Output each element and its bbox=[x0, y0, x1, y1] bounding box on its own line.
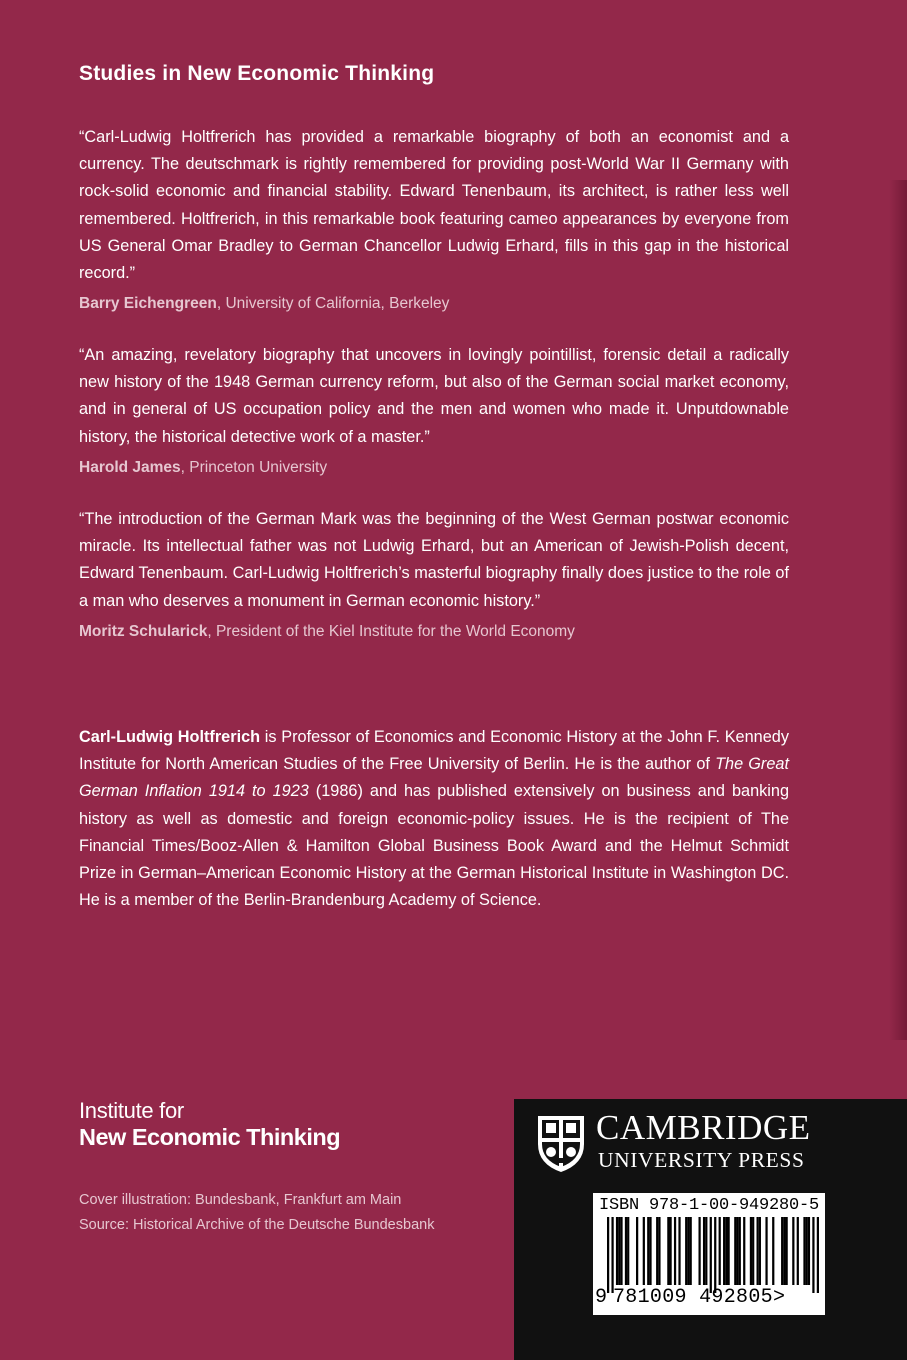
barcode-bar bbox=[685, 1217, 687, 1285]
barcode-bar bbox=[757, 1217, 759, 1285]
isbn-barcode bbox=[593, 1193, 825, 1315]
publisher-press: UNIVERSITY PRESS bbox=[598, 1148, 805, 1172]
spine-shadow bbox=[889, 180, 907, 1040]
barcode-bar bbox=[765, 1217, 767, 1285]
barcode-bar bbox=[649, 1217, 651, 1285]
barcode-bar bbox=[698, 1217, 700, 1285]
series-title: Studies in New Economic Thinking bbox=[79, 62, 435, 85]
bio-author-name: Carl-Ludwig Holtfrerich bbox=[79, 728, 261, 746]
ean-digits bbox=[593, 1285, 825, 1311]
bio-text-a: is Professor of Economics and Economic History at the John F. Kennedy Institute for North American Studies of the Free University of Berlin. He is the author of bbox=[79, 728, 789, 774]
endorsement-quote: “Carl-Ludwig Holtfrerich has provided a remarkable biography of both an economist and a currency. The deutschmark is rightly remembered for providing post-World War II Germany with rock-solid economic and financial stability. Edward Tenenbaum, its architect, is rather less well remembered. Holtfrerich, in this remarkable book featuring cameo appearances by everyone from US General Omar Bradley to German Chancellor Ludwig Erhard, fills in this gap in the historical record.” bbox=[79, 128, 789, 283]
endorser-name: Harold James bbox=[79, 458, 181, 476]
barcode-bar bbox=[627, 1217, 629, 1285]
endorser-affiliation: , President of the Kiel Institute for the World Economy bbox=[207, 622, 575, 640]
barcode-bar bbox=[616, 1217, 618, 1285]
cover-credits bbox=[79, 1188, 434, 1238]
ean-first-digit: 9 bbox=[595, 1286, 608, 1309]
barcode-bar bbox=[705, 1217, 707, 1285]
barcode-bar bbox=[620, 1217, 622, 1285]
barcode-bar bbox=[690, 1217, 692, 1285]
endorser-name: Barry Eichengreen bbox=[79, 295, 217, 313]
barcode-bar bbox=[611, 1217, 613, 1293]
barcode-bar bbox=[797, 1217, 799, 1285]
barcode-bar bbox=[674, 1217, 676, 1285]
publisher-panel bbox=[514, 1099, 907, 1360]
endorsement-quote: “An amazing, revelatory biography that uncovers in lovingly pointillist, forensic detail a radically new history of the 1948 German currency reform, but also of the German social market economy, and in general of US occupation policy and the men and women who made it. Unputdownable history, the historical detective work of a master.” bbox=[79, 346, 789, 446]
barcode-bar bbox=[808, 1217, 810, 1285]
ean-remaining-digits: 781009 492805> bbox=[613, 1286, 786, 1309]
endorsement-3 bbox=[79, 506, 789, 643]
barcode-bar bbox=[643, 1217, 645, 1285]
endorser-affiliation: , Princeton University bbox=[180, 458, 328, 476]
barcode-bar bbox=[725, 1217, 727, 1285]
barcode-bar bbox=[772, 1217, 774, 1285]
barcode-bar bbox=[752, 1217, 754, 1285]
barcode-bar bbox=[736, 1217, 738, 1285]
barcode-bar bbox=[723, 1217, 725, 1285]
inet-logo bbox=[79, 1098, 340, 1150]
barcode-bar bbox=[783, 1217, 785, 1285]
barcode-bar bbox=[781, 1217, 783, 1285]
barcode-bar bbox=[669, 1217, 671, 1285]
barcode-bar bbox=[625, 1217, 627, 1285]
barcode-bar bbox=[678, 1217, 680, 1285]
endorsement-quote: “The introduction of the German Mark was the beginning of the West German postwar economic miracle. Its intellectual father was not Ludwig Erhard, but an American of Jewish-Polish decent, Edward Tenenbaum. Carl-Ludwig Holtfrerich’s masterful biography finally does justice to the role of a man who deserves a monument in German economic history.” bbox=[79, 510, 789, 610]
inet-logo-line2: New Economic Thinking bbox=[79, 1124, 341, 1150]
barcode-bar bbox=[710, 1217, 712, 1293]
endorsement-attribution bbox=[79, 293, 789, 315]
inet-logo-line1: Institute for bbox=[79, 1098, 184, 1123]
barcode-bar bbox=[714, 1217, 716, 1293]
endorsement-1 bbox=[79, 124, 789, 315]
barcode-bar bbox=[803, 1217, 805, 1285]
barcode-bar bbox=[806, 1217, 808, 1285]
barcode-bar bbox=[792, 1217, 794, 1285]
barcode-bar bbox=[728, 1217, 730, 1285]
barcode-bar bbox=[656, 1217, 658, 1285]
source-credit: Source: Historical Archive of the Deutsche Bundesbank bbox=[79, 1217, 435, 1233]
barcode-bar bbox=[687, 1217, 689, 1285]
barcode-bar bbox=[739, 1217, 741, 1285]
barcode-bar bbox=[812, 1217, 814, 1293]
publisher-name: CAMBRIDGE bbox=[596, 1108, 811, 1147]
barcode-bar bbox=[658, 1217, 660, 1285]
barcode-bar bbox=[667, 1217, 669, 1285]
barcode-bar bbox=[607, 1217, 609, 1293]
barcode-bars bbox=[607, 1217, 819, 1293]
endorser-affiliation: , University of California, Berkeley bbox=[216, 295, 450, 313]
barcode-bar bbox=[750, 1217, 752, 1285]
barcode-bar bbox=[734, 1217, 736, 1285]
barcode-bar bbox=[618, 1217, 620, 1285]
barcode-bar bbox=[703, 1217, 705, 1285]
barcode-bar bbox=[636, 1217, 638, 1285]
cambridge-crest-icon bbox=[536, 1114, 586, 1174]
bio-text-b: (1986) and has published extensively on business and banking history as well as domestic and foreign economic-policy issues. He is the recipient of The Financial Times/Booz-Allen & Hamilton Global Business Book Award and the Helmut Schmidt Prize in German–American Economic History at the German Historical Institute in Washington DC. He is a member of the Berlin-Brandenburg Academy of Science. bbox=[79, 782, 789, 910]
endorsement-attribution bbox=[79, 621, 789, 643]
barcode-bar bbox=[817, 1217, 819, 1293]
barcode-bar bbox=[719, 1217, 721, 1285]
bio-book-title: The Great German Inflation 1914 to 1923 bbox=[79, 755, 789, 801]
isbn-label: ISBN 978-1-00-949280-5 bbox=[599, 1196, 820, 1215]
endorsement-2 bbox=[79, 342, 789, 479]
endorser-name: Moritz Schularick bbox=[79, 622, 208, 640]
endorsement-attribution bbox=[79, 457, 789, 479]
barcode-bar bbox=[647, 1217, 649, 1285]
author-bio bbox=[79, 724, 789, 914]
barcode-bar bbox=[786, 1217, 788, 1285]
cover-illustration-credit: Cover illustration: Bundesbank, Frankfurt am Main bbox=[79, 1192, 402, 1208]
barcode-bar bbox=[743, 1217, 745, 1285]
barcode-bar bbox=[759, 1217, 761, 1285]
